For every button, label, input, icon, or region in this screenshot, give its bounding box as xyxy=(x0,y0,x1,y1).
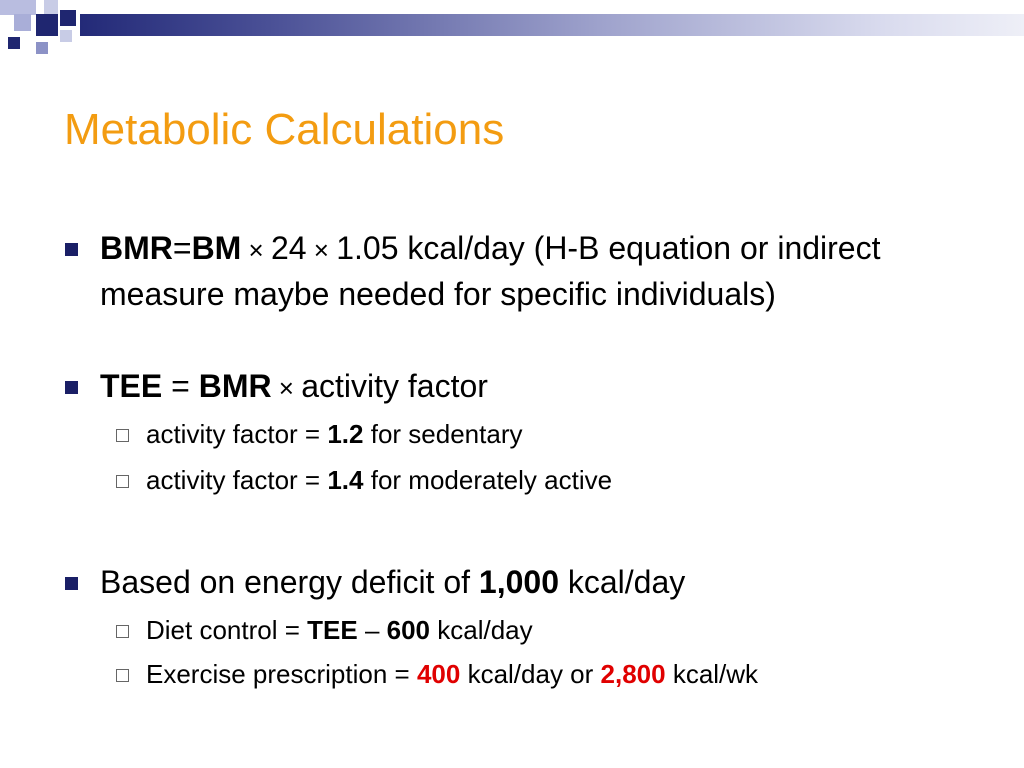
text-run: 1,000 xyxy=(478,564,559,600)
text-run: activity factor xyxy=(301,368,488,404)
text-run: activity factor = xyxy=(146,465,328,495)
header-square-decoration xyxy=(36,14,58,36)
text-run: × xyxy=(306,235,337,265)
sub-bullet-item xyxy=(146,658,986,690)
text-run: BMR xyxy=(198,368,272,404)
text-run: 2,800 xyxy=(600,659,666,689)
hollow-square-bullet-icon xyxy=(116,475,129,488)
text-run: for moderately active xyxy=(363,465,613,495)
text-run: 1.05 kcal/day (H-B equation or indirect measure maybe needed for specific individuals) xyxy=(100,230,881,312)
text-run: Exercise prescription = xyxy=(146,659,417,689)
text-run: = xyxy=(172,230,192,266)
hollow-square-bullet-icon xyxy=(116,669,129,682)
header-square-decoration xyxy=(36,42,48,54)
sub-bullet-item xyxy=(146,464,986,496)
bullet-item xyxy=(100,560,980,604)
text-run: Based on energy deficit of xyxy=(100,564,479,600)
text-run: = xyxy=(162,368,199,404)
text-run: 400 xyxy=(416,659,461,689)
square-bullet-icon xyxy=(65,243,78,256)
header-gradient-bar xyxy=(80,14,1024,36)
text-run: 1.4 xyxy=(327,465,364,495)
text-run: 24 xyxy=(270,230,307,266)
text-run: BMR xyxy=(100,230,173,266)
square-bullet-icon xyxy=(65,381,78,394)
text-run: TEE xyxy=(100,368,163,404)
header-square-decoration xyxy=(44,0,58,14)
bullet-item xyxy=(100,226,980,316)
text-run: kcal/wk xyxy=(665,659,759,689)
header-square-decoration xyxy=(60,10,76,26)
hollow-square-bullet-icon xyxy=(116,625,129,638)
text-run: kcal/day or xyxy=(460,659,601,689)
text-run: kcal/day xyxy=(430,615,533,645)
text-run: 600 xyxy=(386,615,431,645)
square-bullet-icon xyxy=(65,577,78,590)
text-run: Diet control = xyxy=(146,615,308,645)
sub-bullet-item xyxy=(146,614,986,646)
header-square-decoration xyxy=(14,14,31,31)
header-square-decoration xyxy=(8,37,20,49)
sub-bullet-item xyxy=(146,418,986,450)
text-run: activity factor = xyxy=(146,419,328,449)
hollow-square-bullet-icon xyxy=(116,429,129,442)
header-square-decoration xyxy=(60,30,72,42)
text-run: × xyxy=(271,373,302,403)
text-run: × xyxy=(241,235,271,265)
text-run: BM xyxy=(191,230,242,266)
header-square-decoration xyxy=(0,0,36,15)
text-run: 1.2 xyxy=(327,419,364,449)
text-run: kcal/day xyxy=(558,564,686,600)
bullet-item xyxy=(100,364,980,410)
slide-title: Metabolic Calculations xyxy=(64,105,505,154)
text-run: TEE xyxy=(307,615,358,645)
text-run: – xyxy=(357,615,387,645)
text-run: for sedentary xyxy=(363,419,523,449)
